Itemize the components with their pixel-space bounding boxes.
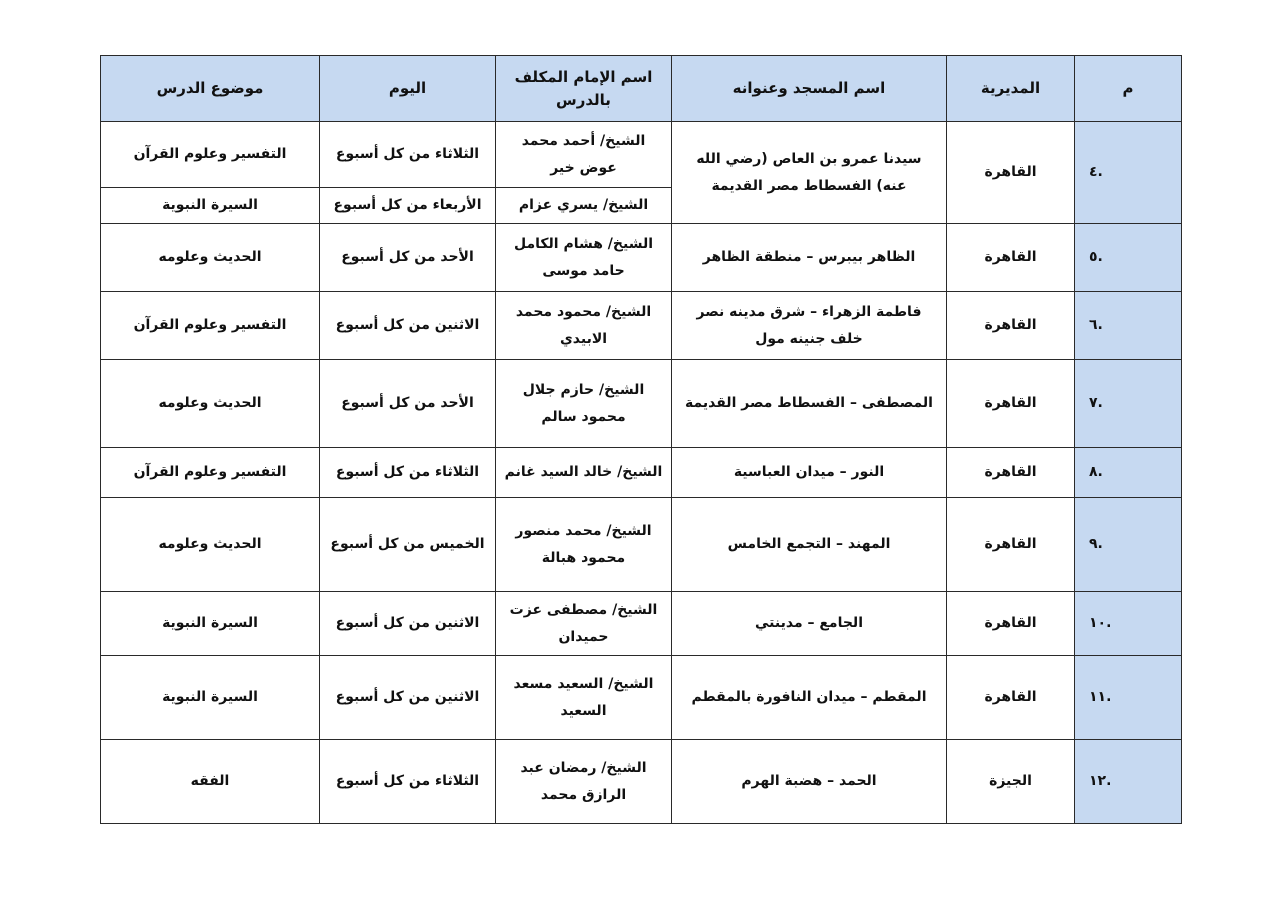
topic-cell: التفسير وعلوم القرآن: [101, 448, 320, 498]
directorate-cell: القاهرة: [947, 292, 1075, 360]
header-num: م: [1075, 56, 1182, 122]
topic-cell: الحديث وعلومه: [101, 360, 320, 448]
directorate-cell: القاهرة: [947, 592, 1075, 656]
imam-cell: الشيخ/ أحمد محمد عوض خير: [496, 122, 672, 188]
day-cell: الثلاثاء من كل أسبوع: [320, 740, 496, 824]
row-number: .١٠: [1075, 592, 1182, 656]
mosque-cell: المصطفى – الفسطاط مصر القديمة: [672, 360, 947, 448]
row-number: .٦: [1075, 292, 1182, 360]
table-row: [101, 224, 1182, 292]
lessons-table: [100, 55, 1182, 824]
directorate-cell: القاهرة: [947, 224, 1075, 292]
row-number: .٧: [1075, 360, 1182, 448]
day-cell: الاثنين من كل أسبوع: [320, 592, 496, 656]
directorate-cell: القاهرة: [947, 448, 1075, 498]
imam-cell: الشيخ/ محمود محمد الابيدي: [496, 292, 672, 360]
header-day: اليوم: [320, 56, 496, 122]
table-row: [101, 448, 1182, 498]
mosque-cell: سيدنا عمرو بن العاص (رضي الله عنه) الفسطاط مصر القديمة: [672, 122, 947, 224]
directorate-cell: القاهرة: [947, 656, 1075, 740]
imam-cell: الشيخ/ حازم جلال محمود سالم: [496, 360, 672, 448]
day-cell: الاثنين من كل أسبوع: [320, 292, 496, 360]
imam-cell: الشيخ/ هشام الكامل حامد موسى: [496, 224, 672, 292]
table-row: [101, 498, 1182, 592]
row-number: .٤: [1075, 122, 1182, 224]
day-cell: الأحد من كل أسبوع: [320, 360, 496, 448]
imam-cell: الشيخ/ خالد السيد غانم: [496, 448, 672, 498]
topic-cell: السيرة النبوية: [101, 656, 320, 740]
directorate-cell: القاهرة: [947, 498, 1075, 592]
mosque-cell: فاطمة الزهراء – شرق مدينه نصر خلف جنينه مول: [672, 292, 947, 360]
imam-cell: الشيخ/ رمضان عبد الرازق محمد: [496, 740, 672, 824]
table-row: [101, 122, 1182, 188]
day-cell: الأربعاء من كل أسبوع: [320, 188, 496, 224]
topic-cell: التفسير وعلوم القرآن: [101, 292, 320, 360]
row-number: .٨: [1075, 448, 1182, 498]
header-topic: موضوع الدرس: [101, 56, 320, 122]
topic-cell: الفقه: [101, 740, 320, 824]
directorate-cell: القاهرة: [947, 122, 1075, 224]
row-number: .١١: [1075, 656, 1182, 740]
header-imam: اسم الإمام المكلف بالدرس: [496, 56, 672, 122]
table-row: [101, 292, 1182, 360]
day-cell: الخميس من كل أسبوع: [320, 498, 496, 592]
directorate-cell: القاهرة: [947, 360, 1075, 448]
table-row: [101, 592, 1182, 656]
mosque-cell: الحمد – هضبة الهرم: [672, 740, 947, 824]
row-number: .١٢: [1075, 740, 1182, 824]
topic-cell: التفسير وعلوم القرآن: [101, 122, 320, 188]
imam-cell: الشيخ/ يسري عزام: [496, 188, 672, 224]
topic-cell: الحديث وعلومه: [101, 498, 320, 592]
mosque-cell: المقطم – ميدان النافورة بالمقطم: [672, 656, 947, 740]
mosque-cell: الظاهر بيبرس – منطقة الظاهر: [672, 224, 947, 292]
table-row: [101, 360, 1182, 448]
imam-cell: الشيخ/ محمد منصور محمود هبالة: [496, 498, 672, 592]
header-row: [101, 56, 1182, 122]
imam-cell: الشيخ/ السعيد مسعد السعيد: [496, 656, 672, 740]
topic-cell: الحديث وعلومه: [101, 224, 320, 292]
mosque-cell: الجامع – مدينتي: [672, 592, 947, 656]
topic-cell: السيرة النبوية: [101, 188, 320, 224]
directorate-cell: الجيزة: [947, 740, 1075, 824]
mosque-cell: النور – ميدان العباسية: [672, 448, 947, 498]
day-cell: الاثنين من كل أسبوع: [320, 656, 496, 740]
day-cell: الثلاثاء من كل أسبوع: [320, 448, 496, 498]
header-directorate: المديرية: [947, 56, 1075, 122]
mosque-cell: المهند – التجمع الخامس: [672, 498, 947, 592]
row-number: .٥: [1075, 224, 1182, 292]
table-row: [101, 740, 1182, 824]
row-number: .٩: [1075, 498, 1182, 592]
table-row: [101, 656, 1182, 740]
header-mosque: اسم المسجد وعنوانه: [672, 56, 947, 122]
imam-cell: الشيخ/ مصطفى عزت حميدان: [496, 592, 672, 656]
day-cell: الأحد من كل أسبوع: [320, 224, 496, 292]
day-cell: الثلاثاء من كل أسبوع: [320, 122, 496, 188]
topic-cell: السيرة النبوية: [101, 592, 320, 656]
